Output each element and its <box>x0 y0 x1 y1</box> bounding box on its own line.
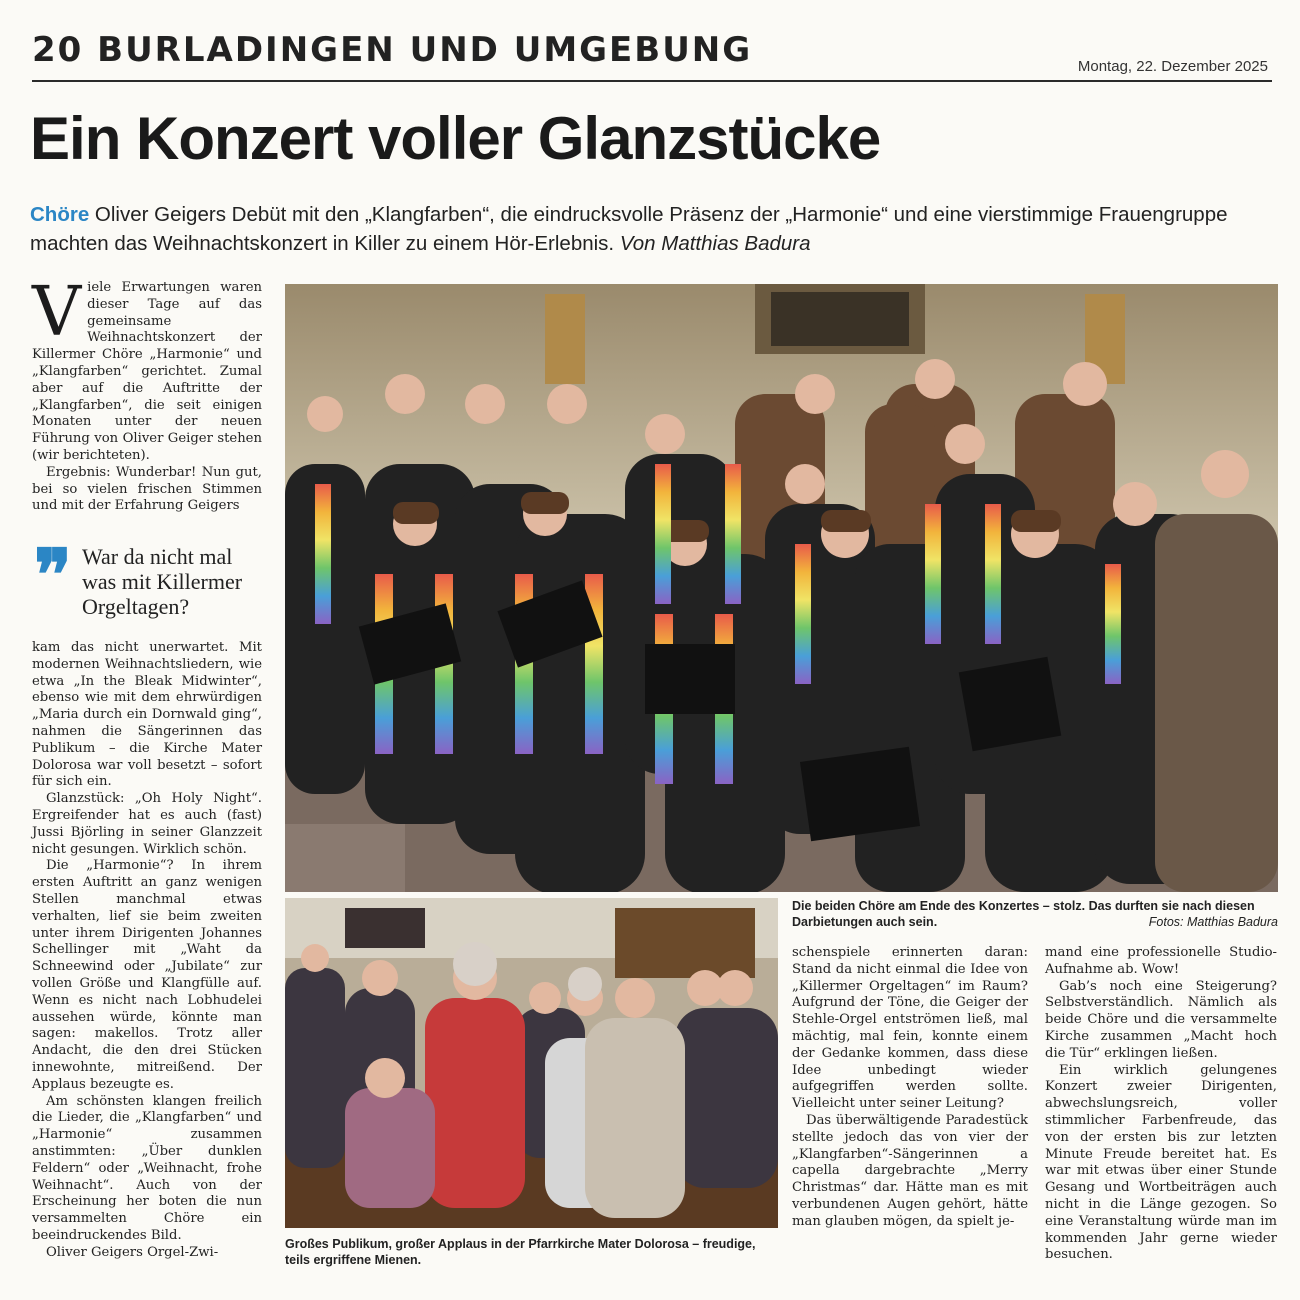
paragraph-11: Gab’s noch eine Steigerung? Selbstverständlich. Nämlich als beide Chöre und die versammelte Kirche zusammen „Macht hoch die Tür“ erklingen ließen. <box>1045 978 1277 1061</box>
choir-photo-caption-text: Die beiden Chöre am Ende des Konzertes – stolz. Das durften sie nach diesen Darbietungen auch sein. <box>792 899 1255 929</box>
article-column-3 <box>792 945 1028 1231</box>
paragraph-3: kam das nicht unerwartet. Mit modernen Weihnachtsliedern, wie etwa „In the Bleak Midwinter“, ebenso wie mit dem ehrwürdigen „Maria durch ein Dornwald ging“, nahmen die Sängerinnen das Publikum – die Kirche Mater Dolorosa war voll besetzt – sofort für sich ein. <box>32 640 262 790</box>
pull-quote-text: War da nicht mal was mit Killermer Orgeltagen? <box>82 544 243 619</box>
headline: Ein Konzert voller Glanzstücke <box>30 105 881 172</box>
audience-photo <box>285 898 778 1228</box>
paragraph-1-text: iele Erwartungen waren dieser Tage auf das gemeinsame Weihnachtskonzert der Killermer Chöre „Harmonie“ und „Klangfarben“ gerichtet. Zumal aber auf die Auftritte der „Klangfarben“, die seit einigen Monaten unter der neuen Führung von Oliver Geiger stehen (wir berichteten). <box>32 280 262 463</box>
audience-photo-caption: Großes Publikum, großer Applaus in der Pfarrkirche Mater Dolorosa – freudige, teils ergriffene Mienen. <box>285 1237 756 1267</box>
issue-date: Montag, 22. Dezember 2025 <box>1077 58 1268 75</box>
paragraph-12: Ein wirklich gelungenes Konzert zweier Dirigenten, abwechslungsreich, voller stimmlicher Farbenfreude, das von der ersten bis zur letzten Minute Freude bereitet hat. Es war mit etwas über einer Stunde Gesang und Wortbeiträgen auch nicht in die Länge gezogen. So eine Veranstaltung würde man im kommenden Jahr gerne wieder besuchen. <box>1045 1062 1277 1263</box>
pull-quote <box>32 533 264 630</box>
paragraph-5: Die „Harmonie“? In ihrem ersten Auftritt an ganz wenigen Stellen manchmal etwas verhalten, lief sie beim zweiten unter ihrem Dirigenten Johannes Schellinger mit „Waht da Schneewind oder „Jubilate“ zur vollen Größe und Klangfülle auf. Wenn es nicht nach Lobhudelei aussehen würde, könnte man sagen: makellos. Trotz aller Andacht, die den drei Stücken innewohnte, mitreißend. Der Applaus bezeugte es. <box>32 858 262 1092</box>
deck <box>30 200 1275 258</box>
paragraph-10: mand eine professionelle Studio-Aufnahme ab. Wow! <box>1045 945 1277 977</box>
choir-photo <box>285 284 1278 892</box>
paragraph-6: Am schönsten klangen freilich die Lieder, die „Klangfarben“ und „Harmonie“ zusammen anstimmten: „Über dunklen Feldern“ oder „Weihnacht, frohe Weihnacht“. Auch von der Erscheinung her boten die nun versammelten Chöre ein beeindruckendes Bild. <box>32 1093 262 1243</box>
paragraph-2: Ergebnis: Wunderbar! Nun gut, bei so vielen frischen Stimmen und mit der Erfahrung Geigers <box>32 464 262 514</box>
paragraph-8: schenspiele erinnerten daran: Stand da nicht einmal die Idee von „Killermer Orgeltagen“ im Raum? Aufgrund der Töne, die Geiger der Stehle-Orgel entströmen ließ, mal mächtig, mal fein, konnte einem der Gedanke kommen, dass diese Idee unbedingt wieder aufgegriffen werden sollte. Vielleicht unter seiner Leitung? <box>792 945 1028 1112</box>
quote-mark-icon: ❞ <box>34 533 72 616</box>
paragraph-1 <box>32 273 262 465</box>
choir-photo-caption <box>792 898 1278 930</box>
article-column-1-bottom <box>32 640 262 1261</box>
drop-cap: V <box>32 273 82 352</box>
deck-text: Oliver Geigers Debüt mit den „Klangfarben“, die eindrucksvolle Präsenz der „Harmonie“ und eine vierstimmige Frauengruppe machten das Weihnachtskonzert in Killer zu einem Hör-Erlebnis. <box>30 203 1228 255</box>
article-column-1-top <box>32 273 262 515</box>
choir-photo-image <box>285 284 1278 892</box>
masthead <box>32 30 1272 82</box>
deck-byline: Von Matthias Badura <box>619 232 811 255</box>
deck-kicker: Chöre <box>30 203 90 226</box>
audience-photo-image <box>285 898 778 1228</box>
article-column-4 <box>1045 945 1277 1264</box>
photo-credit: Fotos: Matthias Badura <box>1148 915 1278 929</box>
paragraph-9: Das überwältigende Paradestück stellte jedoch das von vier der „Klangfarben“-Sängerinnen a capella dargebrachte „Merry Christmas“ dar. Hätte man es mit verbundenen Augen gehört, hätte man glauben mögen, da spielt je- <box>792 1112 1028 1229</box>
paragraph-7: Oliver Geigers Orgel-Zwi- <box>46 1244 219 1260</box>
section-title: 20 BURLADINGEN UND UMGEBUNG <box>32 30 753 70</box>
paragraph-4: Glanzstück: „Oh Holy Night“. Ergreifender hat es auch (fast) Jussi Björling in seiner Glanzzeit nicht gesungen. Wirklich schön. <box>32 791 262 857</box>
